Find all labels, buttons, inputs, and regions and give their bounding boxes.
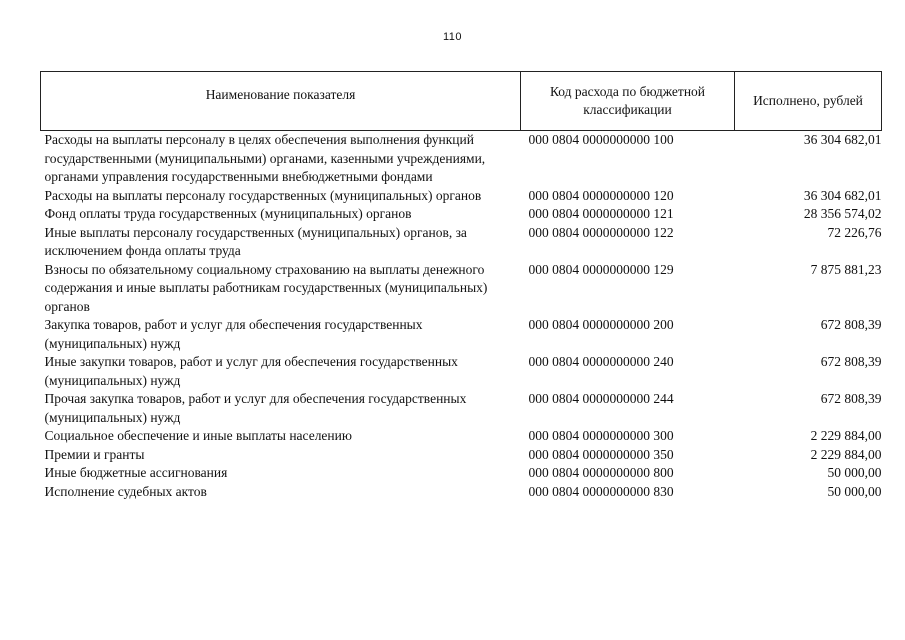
row-name: Взносы по обязательному социальному страхованию на выплаты денежного содержания и иные выплаты работникам государственных (муниципальных) органов [44,261,488,314]
table-row [41,446,882,465]
expenditure-table [40,71,882,501]
row-amount: 36 304 682,01 [803,187,882,203]
row-amount: 72 226,76 [827,224,882,240]
header-name: Наименование показателя [41,72,521,131]
row-name: Социальное обеспечение и иные выплаты населению [44,428,352,443]
row-code: 000 0804 0000000000 350 [528,446,674,462]
table-row [41,483,882,502]
table-row [41,224,882,261]
row-name: Расходы на выплаты персоналу государственных (муниципальных) органов [44,187,482,203]
table-row [41,131,882,187]
row-amount: 672 808,39 [820,391,882,406]
page-number: 110 [442,31,463,43]
table-row [41,316,882,353]
table-row [41,464,882,483]
row-name: Прочая закупка товаров, работ и услуг для обеспечения государственных (муниципальных) нужд [44,391,467,425]
row-amount: 672 808,39 [820,354,882,369]
row-code: 000 0804 0000000000 200 [528,317,674,332]
row-code: 000 0804 0000000000 129 [528,261,674,277]
row-name: Расходы на выплаты персоналу в целях обеспечения выполнения функций государственными (муниципальными) органами, казенными учреждениями, органами управления государственными внебюджетными фондами [44,132,486,184]
row-name: Иные закупки товаров, работ и услуг для обеспечения государственных (муниципальных) нужд [44,354,458,388]
table-row [41,187,882,206]
row-name: Фонд оплаты труда государственных (муниципальных) органов [44,206,412,221]
row-amount: 36 304 682,01 [803,132,882,147]
row-code: 000 0804 0000000000 240 [528,354,674,369]
table-body [41,131,882,502]
row-name: Премии и гранты [44,446,145,462]
row-name: Исполнение судебных актов [44,483,207,499]
row-code: 000 0804 0000000000 122 [528,224,674,240]
row-amount: 2 229 884,00 [810,446,882,462]
table-row [41,205,882,224]
row-code: 000 0804 0000000000 800 [528,465,674,480]
row-code: 000 0804 0000000000 830 [528,483,674,499]
row-amount: 7 875 881,23 [810,261,882,277]
table-row [41,353,882,390]
row-amount: 28 356 574,02 [803,206,882,221]
table-header [41,72,882,131]
table-row [41,261,882,317]
row-name: Иные выплаты персоналу государственных (муниципальных) органов, за исключением фонда оплаты труда [44,224,467,258]
row-amount: 50 000,00 [827,465,882,480]
header-row [41,72,882,131]
row-name: Иные бюджетные ассигнования [44,465,228,480]
row-code: 000 0804 0000000000 300 [528,428,674,443]
row-code: 000 0804 0000000000 244 [528,391,674,406]
header-code: Код расхода по бюджетной классификации [521,72,735,131]
row-code: 000 0804 0000000000 121 [528,206,674,221]
header-amount: Исполнено, рублей [735,72,882,131]
row-amount: 2 229 884,00 [810,428,882,443]
row-amount: 50 000,00 [827,483,882,499]
row-code: 000 0804 0000000000 120 [528,187,674,203]
row-amount: 672 808,39 [820,317,882,332]
table-row [41,427,882,446]
row-name: Закупка товаров, работ и услуг для обеспечения государственных (муниципальных) нужд [44,317,423,351]
row-code: 000 0804 0000000000 100 [528,132,674,147]
table-row [41,390,882,427]
